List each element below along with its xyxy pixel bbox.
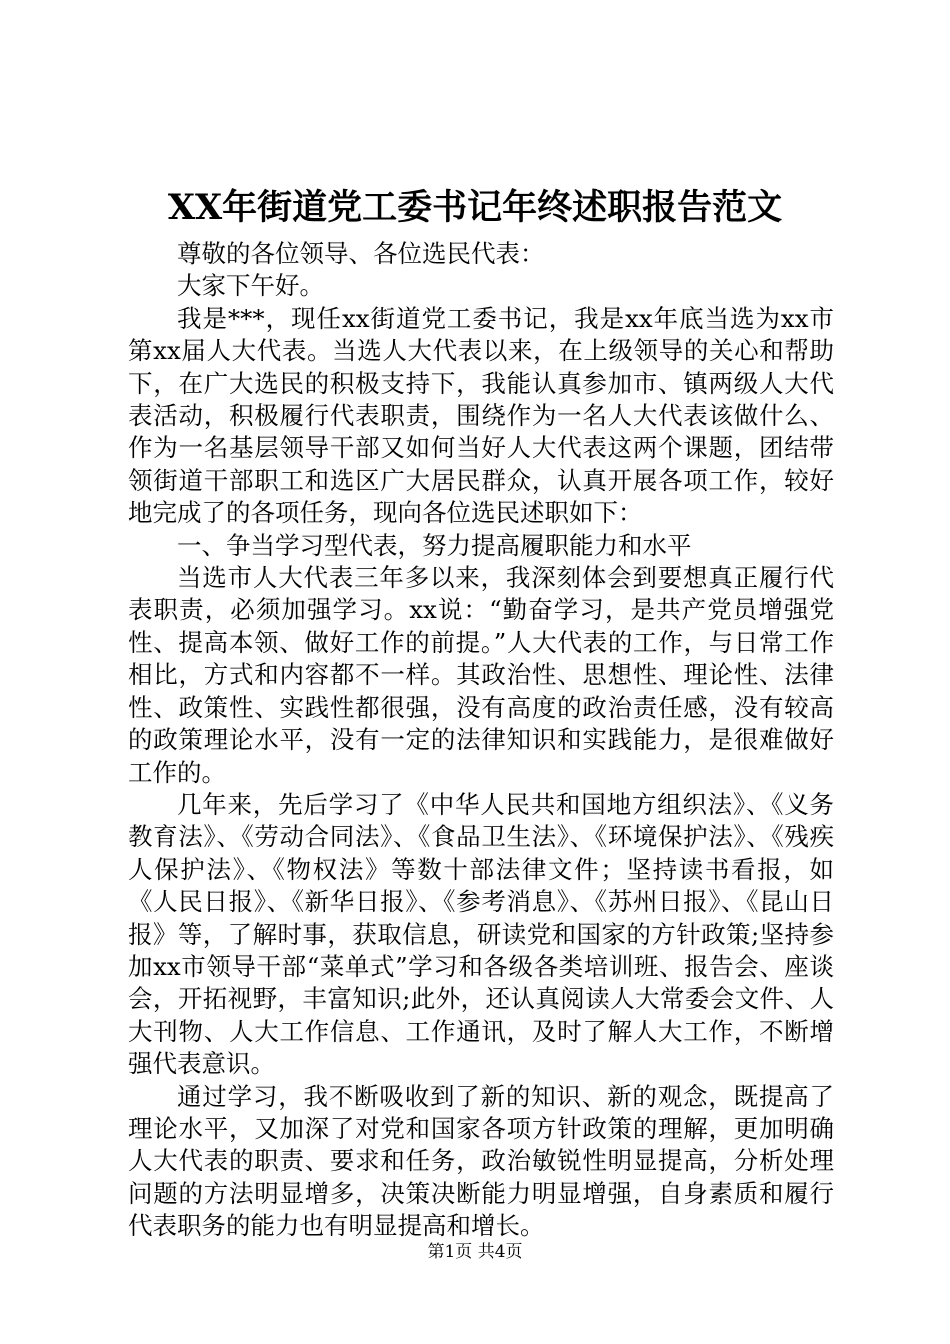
body-paragraph: 几年来，先后学习了《中华人民共和国地方组织法》、《义务教育法》、《劳动合同法》、《食品卫生法》、《环境保护法》、《残疾人保护法》、《物权法》等数十部法律文件；坚持读书看报，如《人民日报》、《新华日报》、《参考消息》、《苏州日报》、《昆山日报》等，了解时事，获取信息，研读党和国家的方针政策;坚持参加xx市领导干部“菜单式”学习和各级各类培训班、报告会、座谈会，开拓视野，丰富知识;此外，还认真阅读人大常委会文件、人大刊物、人大工作信息、工作通讯，及时了解人大工作，不断增强代表意识。 [128,789,834,1079]
body-paragraph: 通过学习，我不断吸收到了新的知识、新的观念，既提高了理论水平，又加深了对党和国家各项方针政策的理解，更加明确人大代表的职责、要求和任务，政治敏锐性明显提高，分析处理问题的方法明显增多，决策决断能力明显增强，自身素质和履行代表职务的能力也有明显提高和增长。 [128,1081,834,1241]
greeting-paragraph: 尊敬的各位领导、各位选民代表： [177,239,545,268]
document-title: XX年街道党工委书记年终述职报告范文 [167,187,783,228]
document-body [128,238,834,1243]
page-footer: 第1页 共4页 [427,1242,523,1262]
salutation-paragraph: 大家下午好。 [177,271,324,301]
section-heading: 一、争当学习型代表，努力提高履职能力和水平 [177,530,692,560]
intro-paragraph: 我是***，现任xx街道党工委书记，我是xx年底当选为xx市第xx届人大代表。当选人大代表以来，在上级领导的关心和帮助下，在广大选民的积极支持下，我能认真参加市、镇两级人大代表活动，积极履行代表职责，围绕作为一名人大代表该做什么、作为一名基层领导干部又如何当好人大代表这两个课题，团结带领街道干部职工和选区广大居民群众，认真开展各项工作，较好地完成了的各项任务，现向各位选民述职如下： [128,303,834,528]
body-paragraph: 当选市人大代表三年多以来，我深刻体会到要想真正履行代表职责，必须加强学习。xx说：“勤奋学习，是共产党员增强党性、提高本领、做好工作的前提。”人大代表的工作，与日常工作相比，方式和内容都不一样。其政治性、思想性、理论性、法律性、政策性、实践性都很强，没有高度的政治责任感，没有较高的政策理论水平，没有一定的法律知识和实践能力，是很难做好工作的。 [128,563,834,787]
